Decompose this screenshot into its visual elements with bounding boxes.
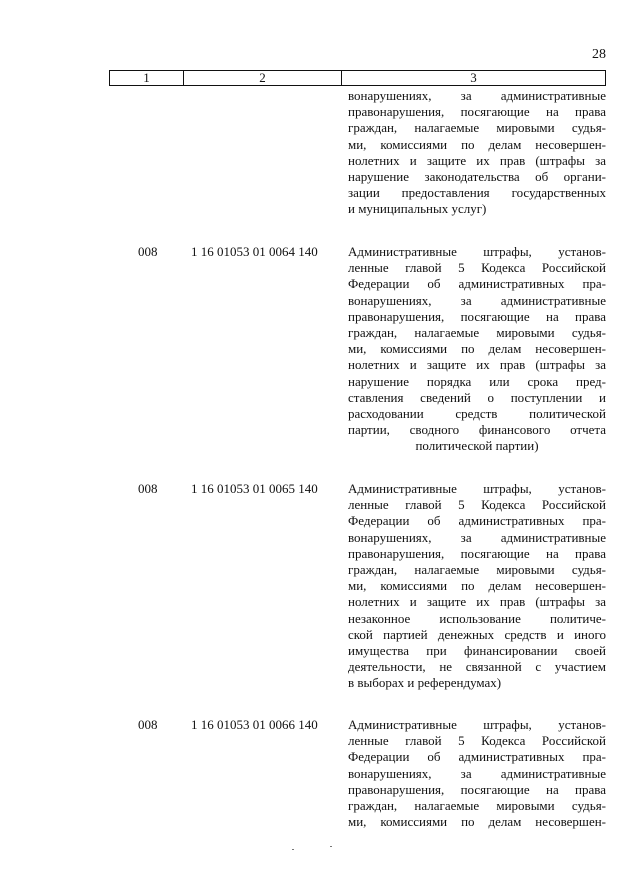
description-line: нолетних и защите их прав (штрафы за — [348, 357, 606, 373]
description-line: граждан, налагаемые мировыми судья- — [348, 562, 606, 578]
description-line: зации предоставления государственных — [348, 185, 606, 201]
admin-code: 008 — [138, 481, 158, 496]
description-line: ской партией денежных средств и иного — [348, 626, 606, 642]
description-line: вонарушениях, за административные — [348, 292, 606, 308]
description-line: нолетних и защите их прав (штрафы за — [348, 594, 606, 610]
description-line: Административные штрафы, установ- — [348, 717, 606, 732]
description-line: ми, комиссиями по делам несовершен- — [348, 814, 606, 830]
kbk-code: 1 16 01053 01 0066 140 — [191, 717, 318, 732]
description-line: ми, комиссиями по делам несовершен- — [348, 578, 606, 594]
description-line: Федерации об административных пра- — [348, 749, 606, 765]
description-line: вонарушениях, за административные — [348, 765, 606, 781]
description-line: ставления сведений о поступлении и — [348, 389, 606, 405]
description-line: правонарушения, посягающие на права — [348, 104, 606, 120]
description-line: вонарушениях, за административные — [348, 529, 606, 545]
scan-speck — [330, 846, 332, 847]
description-line: в выборах и референдумах) — [348, 675, 502, 691]
description-line: нарушение законодательства об органи- — [348, 169, 606, 185]
description-line: Административные штрафы, установ- — [348, 244, 606, 259]
row-description — [348, 481, 606, 692]
admin-code: 008 — [138, 717, 158, 732]
description-line: и муниципальных услуг) — [348, 201, 487, 217]
row-description — [348, 717, 606, 830]
table-header — [109, 70, 606, 86]
description-line: партии, сводного финансового отчета — [348, 422, 606, 438]
header-col-1: 1 — [110, 71, 184, 85]
page-number: 28 — [592, 47, 606, 62]
scan-speck — [292, 849, 294, 850]
description-line: нарушение порядка или срока пред- — [348, 373, 606, 389]
header-col-3: 3 — [470, 70, 477, 85]
description-line: граждан, налагаемые мировыми судья- — [348, 798, 606, 814]
description-line: деятельности, не связанной с участием — [348, 659, 606, 675]
description-line: политической партии) — [415, 438, 539, 454]
description-line: ми, комиссиями по делам несовершен- — [348, 136, 606, 152]
kbk-code: 1 16 01053 01 0065 140 — [191, 481, 318, 496]
description-line: ленные главой 5 Кодекса Российской — [348, 733, 606, 749]
description-line: граждан, налагаемые мировыми судья- — [348, 325, 606, 341]
description-line: ми, комиссиями по делам несовершен- — [348, 341, 606, 357]
description-line: правонарушения, посягающие на права — [348, 781, 606, 797]
description-line: правонарушения, посягающие на права — [348, 308, 606, 324]
description-line: граждан, налагаемые мировыми судья- — [348, 120, 606, 136]
row-description — [348, 244, 606, 455]
description-line: Федерации об административных пра- — [348, 276, 606, 292]
description-line: имущества при финансировании своей — [348, 643, 606, 659]
description-line: ленные главой 5 Кодекса Российской — [348, 260, 606, 276]
header-col-2: 2 — [184, 71, 342, 85]
description-line: расходовании средств политической — [348, 406, 606, 422]
kbk-code: 1 16 01053 01 0064 140 — [191, 244, 318, 259]
description-line: Федерации об административных пра- — [348, 513, 606, 529]
description-line: Административные штрафы, установ- — [348, 481, 606, 496]
continuation-description — [348, 88, 606, 218]
description-line: ленные главой 5 Кодекса Российской — [348, 497, 606, 513]
description-line: вонарушениях, за административные — [348, 88, 606, 103]
description-line: незаконное использование политиче- — [348, 610, 606, 626]
admin-code: 008 — [138, 244, 158, 259]
description-line: нолетних и защите их прав (штрафы за — [348, 152, 606, 168]
description-line: правонарушения, посягающие на права — [348, 545, 606, 561]
